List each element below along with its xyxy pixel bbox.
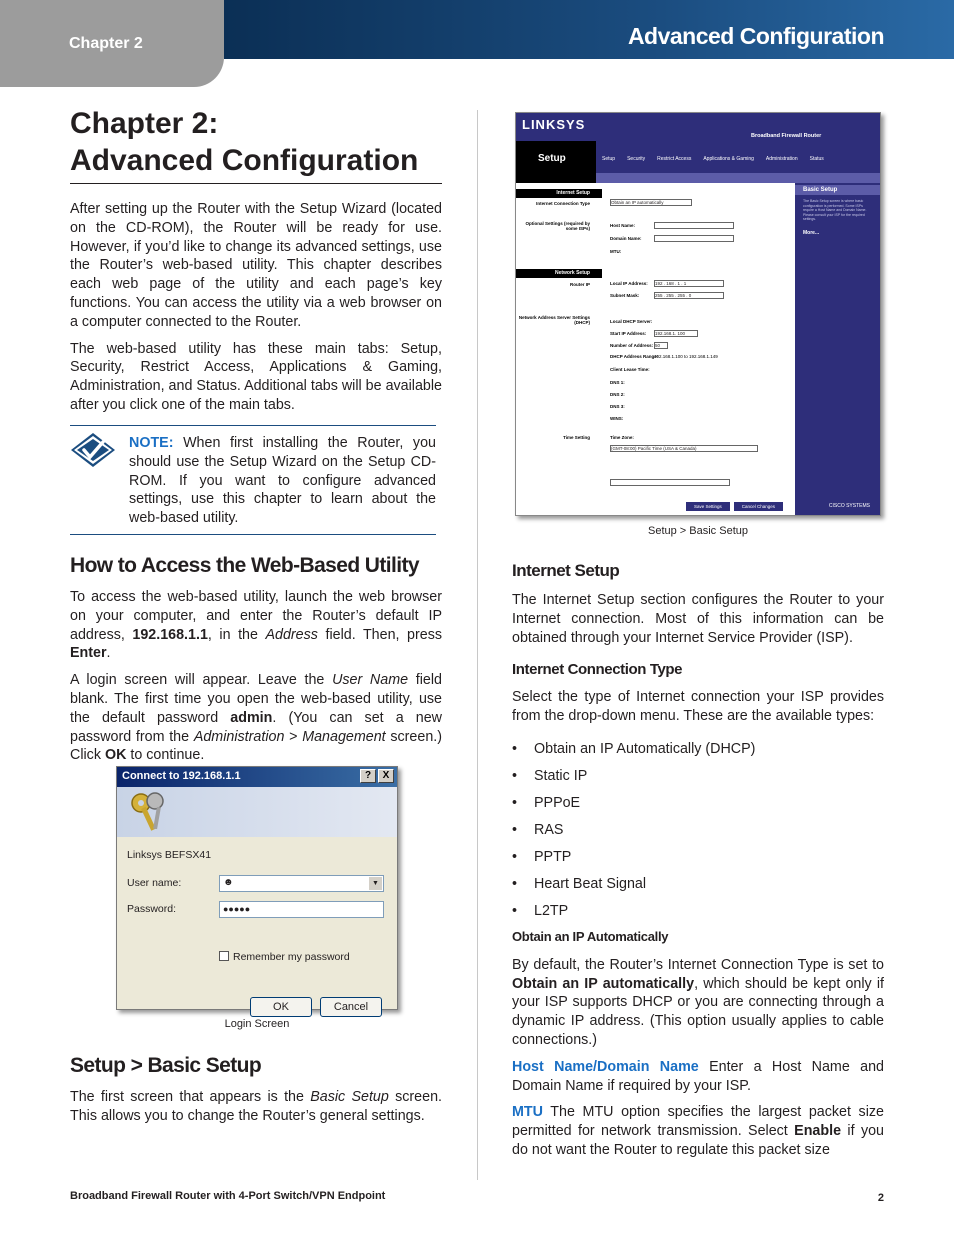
internet-setup-label: Internet Setup [516,189,602,198]
sub-tabs [596,173,880,183]
host-name-paragraph [512,1058,884,1096]
password-label: Password: [127,903,177,915]
shot-header [516,113,880,183]
access-p2-text-2: field blank. The first time you open the web-based utility, use the default password [70,672,442,726]
router-ip-label: Router IP [569,282,590,287]
access-p1-end: . [106,645,111,662]
list-item: • PPTP [512,848,884,867]
enter-key-ref: Enter [70,645,107,662]
ok-ref: OK [104,747,127,764]
list-item: • Static IP [512,767,884,786]
basic-setup-screenshot [515,112,881,516]
right-column [512,561,884,1160]
cancel-changes-button[interactable]: Cancel Changes [734,502,783,511]
obtain-p-end: , which should be kept only if your ISP supports DHCP or you are connecting through a dynamic IP address. (This option usually applies to cable connections.) [512,975,884,1049]
help-button[interactable]: ? [360,769,376,783]
subnet-field[interactable]: 255 . 255 . 255 . 0 [654,292,724,299]
access-p2-text-4: screen.) Click [70,728,442,764]
obtain-ip-paragraph [512,956,884,1050]
wins-label: WINS: [610,416,624,421]
setup-heading: Setup > Basic Setup [70,1054,262,1077]
cisco-logo: CISCO SYSTEMS [828,503,870,509]
checkmark-icon [70,432,116,468]
tab-restrict-access[interactable]: Restrict Access [657,156,692,162]
setup-paragraph [70,1088,442,1126]
access-paragraph-1 [70,588,442,663]
intro-paragraph-2: The web-based utility has these main tabs: Setup, Security, Restrict Access, Applications & Gaming, Administration, and Status. Additional tabs will be available after you click one of the main tabs. [70,340,442,413]
access-section [70,554,442,765]
product-label: Broadband Firewall Router [751,133,822,139]
save-settings-button[interactable]: Save Settings [686,502,730,511]
shot-left-labels [516,183,602,515]
intro-paragraph-1: After setting up the Router with the Setup Wizard (located on the CD-ROM), the Router will be ready for use. However, if you’d like to change its advanced settings, use the Router’s web-based utility. This chapter describes each web page of the utility and each page’s key functions. You can access the utility via a web browser on a computer connected to the Router. [70,201,442,330]
user-name-ref: User Name [332,672,409,689]
shot-buttons [686,502,783,511]
close-button[interactable]: X [378,769,394,783]
user-avatar-icon: ☻ [223,877,234,888]
keys-icon [127,789,173,835]
mtu-text: The MTU option specifies the largest packet size permitted for network transmission. Select [512,1104,884,1140]
access-p1-text: To access the web-based utility, launch the web browser on your computer, and enter the Router’s default IP address, [70,589,442,643]
tab-setup[interactable]: Setup [602,156,616,162]
login-dialog-screenshot [116,766,398,1013]
footer-product: Broadband Firewall Router with 4-Port Switch/VPN Endpoint [70,1190,386,1202]
dns3-label: DNS 3: [610,404,625,409]
remember-label: Remember my password [233,951,350,963]
dns1-label: DNS 1: [610,380,625,385]
access-p2-text: A login screen will appear. Leave the [70,672,333,689]
device-name: Linksys BEFSX41 [127,849,212,861]
range-value: 192.168.1.100 to 192.168.1.149 [654,354,718,359]
access-paragraph-2 [70,671,442,765]
tab-security[interactable]: Security [627,156,646,162]
time-setting-label: Time Setting [563,435,590,440]
time-zone-select[interactable]: (GMT-08:00) Pacific Time (USA & Canada) [610,445,758,452]
setup-section [70,1054,442,1126]
enable-bold: Enable [794,1123,842,1140]
dropdown-arrow-icon[interactable]: ▼ [369,877,382,890]
subnet-label: Subnet Mask: [610,293,640,298]
access-heading: How to Access the Web-Based Utility [70,554,419,577]
note-body: When first installing the Router, you should use the Setup Wizard on the Setup CD-ROM. If you want to configure advanced settings, use this chapter to learn about the web-based utility. [129,435,436,527]
access-p2-end: to continue. [126,747,205,764]
login-caption: Login Screen [224,1018,290,1030]
default-ip: 192.168.1.1 [132,626,208,643]
chapter-tab [0,0,224,87]
access-p2-text-3: . (You can set a new password from the [70,709,442,745]
tab-administration[interactable]: Administration [765,156,798,162]
note-box [70,425,436,535]
dhcp-label: Network Address Server Settings (DHCP) [518,315,590,325]
domain-name-field[interactable] [654,235,734,242]
default-password: admin [230,709,273,726]
num-users-label: Number of Address: [610,343,654,348]
header-bar [224,0,954,59]
local-ip-field[interactable]: 192 . 168 . 1 . 1 [654,280,724,287]
setup-p-end: screen. This allows you to change the Router’s general settings. [70,1089,443,1124]
setup-tab-label: Setup [516,141,596,183]
tab-status[interactable]: Status [809,156,824,162]
access-p1-text-3: field. Then, press [317,626,442,643]
setup-caption: Setup > Basic Setup [648,525,748,537]
domain-name-label: Domain Name: [610,236,642,241]
user-name-label: User name: [127,877,182,889]
basic-setup-ref: Basic Setup [310,1089,389,1105]
list-item: • PPPoE [512,794,884,813]
dhcp-server-label: Local DHCP Server: [610,319,653,324]
local-ip-label: Local IP Address: [610,281,648,286]
host-name-field[interactable] [654,222,734,229]
chapter-title-line1: Chapter 2: [70,107,219,140]
mtu-paragraph [512,1103,884,1159]
address-field-ref: Address [265,626,318,643]
remember-checkbox[interactable] [219,951,350,963]
dialog-banner [117,787,397,837]
chapter-title [70,105,442,184]
left-column [70,105,442,415]
conn-type-label: Internet Connection Type [536,201,590,206]
help-title: Basic Setup [795,185,880,195]
note-label: NOTE: [129,435,174,451]
dialog-titlebar [117,767,397,787]
main-tabs [596,155,880,173]
list-item: • L2TP [512,902,884,921]
help-text: The Basic Setup screen is where basic configuration is performed. Some ISPs require a Host Name and Domain Name. Please consult your ISP for the required settings. [803,199,867,221]
conn-type-heading: Internet Connection Type [512,661,683,679]
shot-help-sidebar [795,183,880,515]
column-divider [477,110,478,1180]
path-separator: > [284,728,303,745]
host-name-text: Enter a Host Name and Domain Name if required by your ISP. [512,1058,884,1094]
conn-type-list [512,740,884,921]
lease-label: Client Lease Time: [610,367,650,372]
list-item: • Obtain an IP Automatically (DHCP) [512,740,884,759]
note-text [129,434,436,528]
access-p1-text-2: , in the [207,626,266,643]
user-name-input[interactable] [219,875,384,892]
tab-applications[interactable]: Applications & Gaming [703,156,754,162]
obtain-p-text: By default, the Router’s Internet Connection Type is set to [512,956,884,973]
mtu-label: MTU: [610,249,622,254]
setup-p-text: The first screen that appears is the [70,1089,311,1105]
num-users-field[interactable]: 50 [654,342,668,349]
host-name-label: Host Name: [610,223,636,228]
optional-label: Optional Settings (required by some ISPs) [525,221,590,231]
password-input[interactable]: ●●●●● [219,901,384,918]
conn-type-select[interactable]: Obtain an IP automatically [610,199,692,206]
obtain-ip-bold: Obtain an IP automatically [512,975,695,992]
cancel-button[interactable]: Cancel [320,997,382,1017]
dns2-label: DNS 2: [610,392,625,397]
checkbox-icon[interactable] [219,951,229,961]
ok-button[interactable]: OK [250,997,312,1017]
dialog-title: Connect to 192.168.1.1 [122,770,241,782]
start-ip-label: Start IP Address: [610,331,647,336]
conn-type-paragraph: Select the type of Internet connection your ISP provides from the drop-down menu. These are the available types: [512,689,884,725]
mtu-text-end: if you do not want the Router to regulate this packet size [512,1123,884,1159]
section-title: Advanced Configuration [627,23,884,49]
network-setup-label: Network Setup [516,269,602,278]
administration-ref: Administration [193,728,285,745]
internet-setup-paragraph: The Internet Setup section configures the Router to your Internet connection. Most of this information can be obtained through your Internet Service Provider (ISP). [512,592,884,646]
chapter-tab-label: Chapter 2 [69,35,143,52]
obtain-ip-heading: Obtain an IP Automatically [512,928,669,944]
more-link[interactable]: More... [803,229,820,236]
time-zone-label: Time Zone: [610,435,634,440]
start-ip-field[interactable]: 192.168.1. 100 [654,330,698,337]
linksys-logo: LINKSYS [522,117,586,132]
shot-form [602,183,795,515]
mtu-keyword: MTU [512,1104,543,1121]
list-item: • RAS [512,821,884,840]
range-label: DHCP Address Range: [610,354,659,359]
list-item: • Heart Beat Signal [512,875,884,894]
management-ref: Management [302,728,386,745]
ntp-server-field[interactable] [610,479,730,486]
chapter-title-line2: Advanced Configuration [70,144,419,177]
page-number: 2 [877,1192,884,1204]
internet-setup-heading: Internet Setup [512,561,620,580]
host-name-keyword: Host Name/Domain Name [512,1058,699,1075]
dialog-body [117,837,397,1013]
